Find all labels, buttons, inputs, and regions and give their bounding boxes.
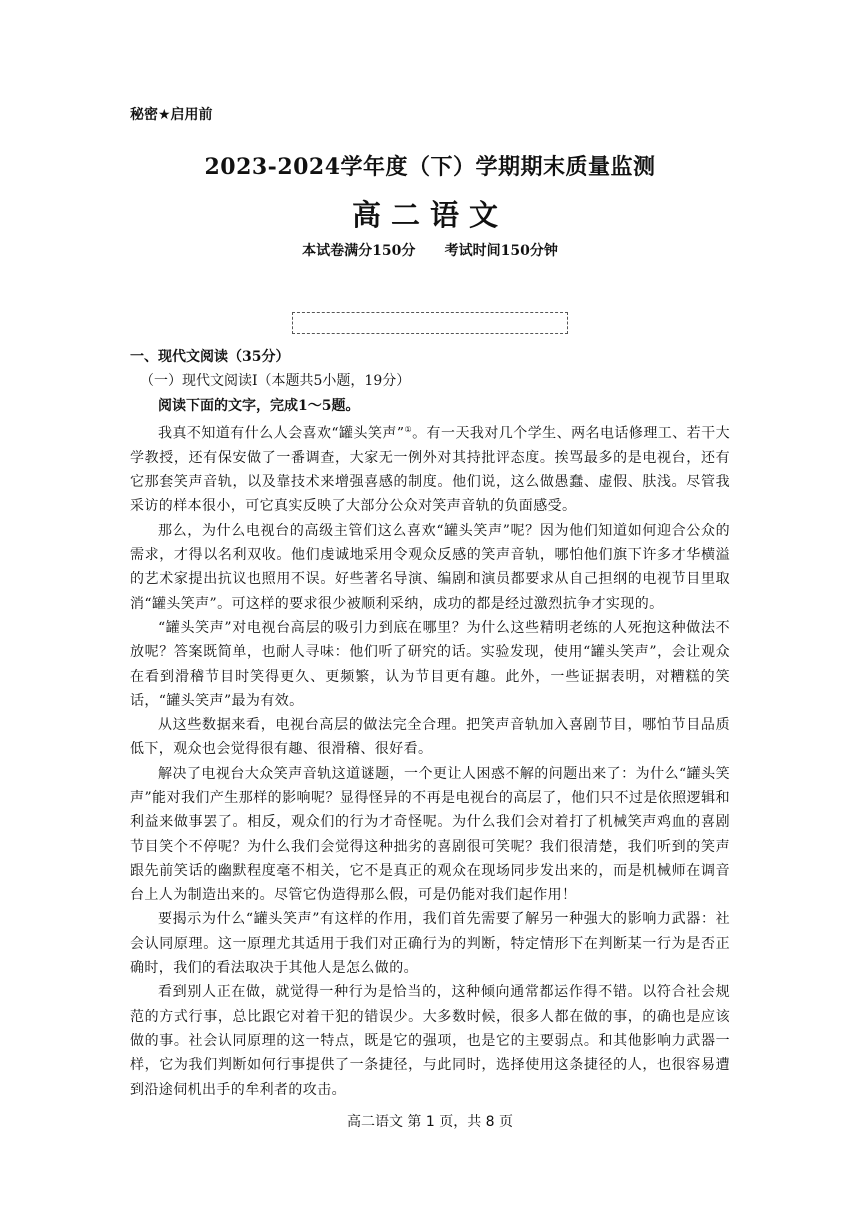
footnote-marker: ① [404,424,413,434]
subsection-heading: （一）现代文阅读Ⅰ（本题共5小题，19分） [140,373,411,390]
paragraph-1-start: 我真不知道有什么人会喜欢“罐头笑声” [158,425,405,442]
paragraph-5: 解决了电视台大众笑声音轨这道谜题，一个更让人困惑不解的问题出来了：为什么“罐头笑声”能对我们产生那样的影响呢？显得怪异的不再是电视台的高层了，他们只不过是依照逻辑和利益来做事罢了。相反，观众们的行为才奇怪呢。为什么我们会对着打了机械笑声鸡血的喜剧节目笑个不停呢？为什么我们会觉得这种拙劣的喜剧很可笑呢？我们很清楚，我们听到的笑声跟先前笑话的幽默程度毫不相关，它不是真正的观众在现场同步发出来的，而是机械师在调音台上人为制造出来的。尽管它伪造得那么假，可是仍能对我们起作用！ [130,765,730,904]
paragraph-2: 那么，为什么电视台的高级主管们这么喜欢“罐头笑声”呢？因为他们知道如何迎合公众的需求，才得以名利双收。他们虔诚地采用令观众反感的笑声音轨，哪怕他们旗下许多才华横溢的艺术家提出抗议也照用不误。好些著名导演、编剧和演员都要求从自己担纲的电视节目里取消“罐头笑声”。可这样的要求很少被顺利采纳，成功的都是经过激烈抗争才实现的。 [130,522,730,612]
paragraph-7: 看到别人正在做，就觉得一种行为是恰当的，这种倾向通常都运作得不错。以符合社会规范的方式行事，总比跟它对着干犯的错误少。大多数时候，很多人都在做的事，的确也是应该做的事。社会认同原理的这一特点，既是它的强项，也是它的主要弱点。和其他影响力武器一样，它为我们判断如何行事提供了一条捷径，与此同时，选择使用这条捷径的人，也很容易遭到沿途伺机出手的牟利者的攻击。 [130,984,730,1098]
reading-section [130,345,730,1102]
page-footer: 高二语文 第 1 页，共 8 页 [346,1114,514,1130]
paragraph-1-rest: 。有一天我对几个学生、两名电话修理工、若干大学教授，还有保安做了一番调查，大家无一例外对其持批评态度。挨骂最多的是电视台，还有它那套笑声音轨，以及靠技术来增强喜感的制度。他们说，这么做愚蠢、虚假、肤浅。尽管我采访的样本很小，可它真实反映了大部分公众对笑声音轨的负面感受。 [130,425,730,515]
subject-title: 高二语文 [351,198,508,232]
exam-title: 2023-2024学年度（下）学期期末质量监测 [204,154,656,180]
paragraph-6: 要揭示为什么“罐头笑声”有这样的作用，我们首先需要了解另一种强大的影响力武器：社会认同原理。这一原理尤其适用于我们对正确行为的判断，特定情形下在判断某一行为是否正确时，我们的看法取决于其他人是怎么做的。 [130,911,730,977]
paragraph-3: “罐头笑声”对电视台高层的吸引力到底在哪里？为什么这些精明老练的人死抱这种做法不放呢？答案既简单，也耐人寻味：他们听了研究的话。实验发现，使用“罐头笑声”，会让观众在看到滑稽节目时笑得更久、更频繁，认为节目更有趣。此外，一些证据表明，对糟糕的笑话，“罐头笑声”最为有效。 [130,619,730,709]
dashed-placeholder-box [292,312,568,334]
instruction: 阅读下面的文字，完成1～5题。 [158,397,360,414]
paragraph-4: 从这些数据来看，电视台高层的做法完全合理。把笑声音轨加入喜剧节目，哪怕节目品质低下，观众也会觉得很有趣、很滑稽、很好看。 [130,717,730,758]
paragraph-1 [130,418,730,519]
section-heading: 一、现代文阅读（35分） [130,349,290,365]
exam-info: 本试卷满分150分 考试时间150分钟 [302,243,558,259]
confidential-label: 秘密★启用前 [130,107,213,123]
